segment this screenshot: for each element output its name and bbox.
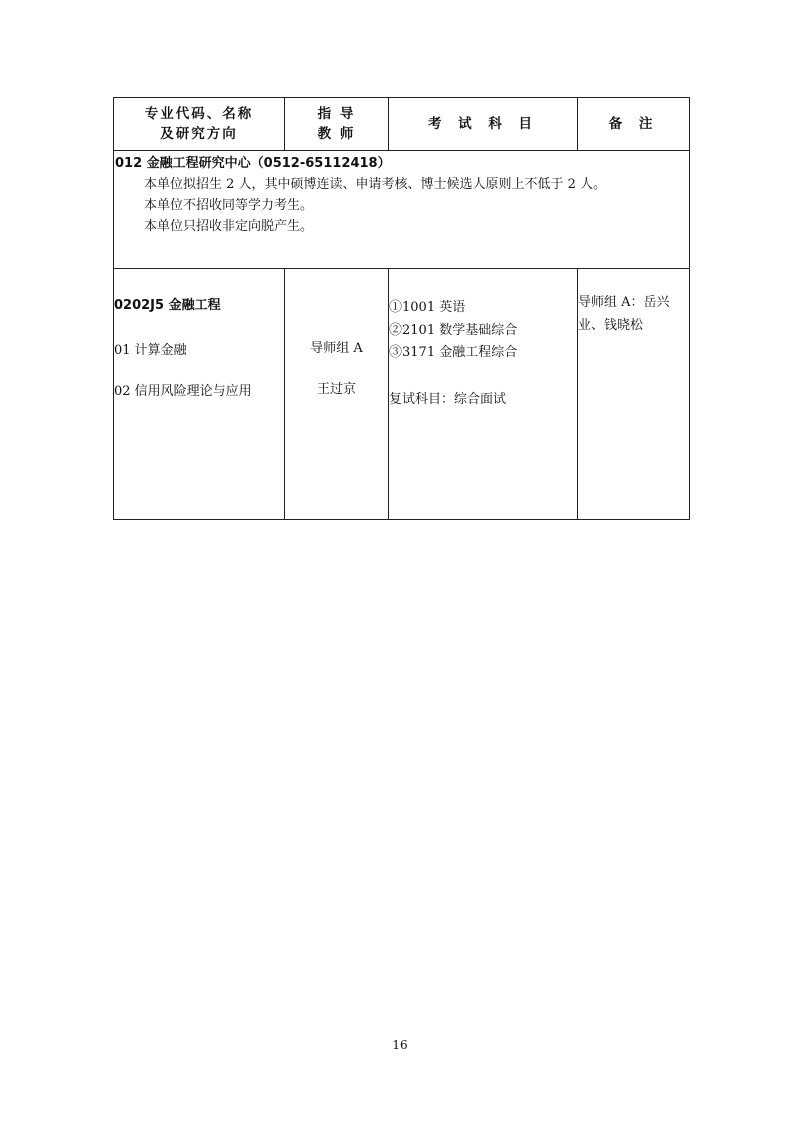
unit-line: 本单位拟招生 2 人，其中硕博连读、申请考核、博士候选人原则上不低于 2 人。	[144, 177, 607, 192]
major-cell	[114, 269, 285, 520]
header-major-line1: 专业代码、名称	[144, 106, 254, 122]
supervisor-cell	[285, 269, 389, 520]
supervisor-item: 导师组 A	[310, 341, 363, 356]
unit-line: 本单位不招收同等学力考生。	[144, 198, 314, 213]
exam-list	[389, 297, 577, 365]
major-row	[114, 269, 690, 520]
supervisor-item: 王过京	[316, 382, 356, 397]
direction-item: 01 计算金融	[114, 343, 187, 358]
header-major-line2: 及研究方向	[160, 126, 238, 142]
header-remarks-label: 备 注	[608, 116, 659, 132]
unit-line: 本单位只招收非定向脱产生。	[144, 219, 314, 234]
unit-row	[114, 151, 690, 269]
exam-cell	[389, 269, 578, 520]
major-title: 0202J5 金融工程	[114, 298, 221, 313]
remark-text: 导师组 A：岳兴业、钱晓松	[578, 295, 670, 333]
unit-cell	[114, 151, 690, 269]
page-number: 16	[392, 1038, 408, 1052]
unit-title: 012 金融工程研究中心（0512-65112418）	[115, 156, 391, 171]
exam-item: ①1001 英语	[389, 300, 466, 315]
header-exam	[389, 98, 578, 151]
exam-item: ③3171 金融工程综合	[389, 345, 518, 360]
retest-subject: 复试科目：综合面试	[389, 391, 507, 407]
header-exam-label: 考 试 科 目	[427, 116, 539, 132]
direction-item: 02 信用风险理论与应用	[114, 384, 252, 399]
header-supervisor-line2: 教 师	[317, 126, 356, 142]
header-major	[114, 98, 285, 151]
exam-item: ②2101 数学基础综合	[389, 322, 518, 338]
table-header-row	[114, 98, 690, 151]
enrollment-table	[113, 97, 690, 520]
header-remarks	[578, 98, 690, 151]
header-supervisor	[285, 98, 389, 151]
header-supervisor-line1: 指 导	[317, 106, 356, 122]
remarks-cell	[578, 269, 690, 520]
